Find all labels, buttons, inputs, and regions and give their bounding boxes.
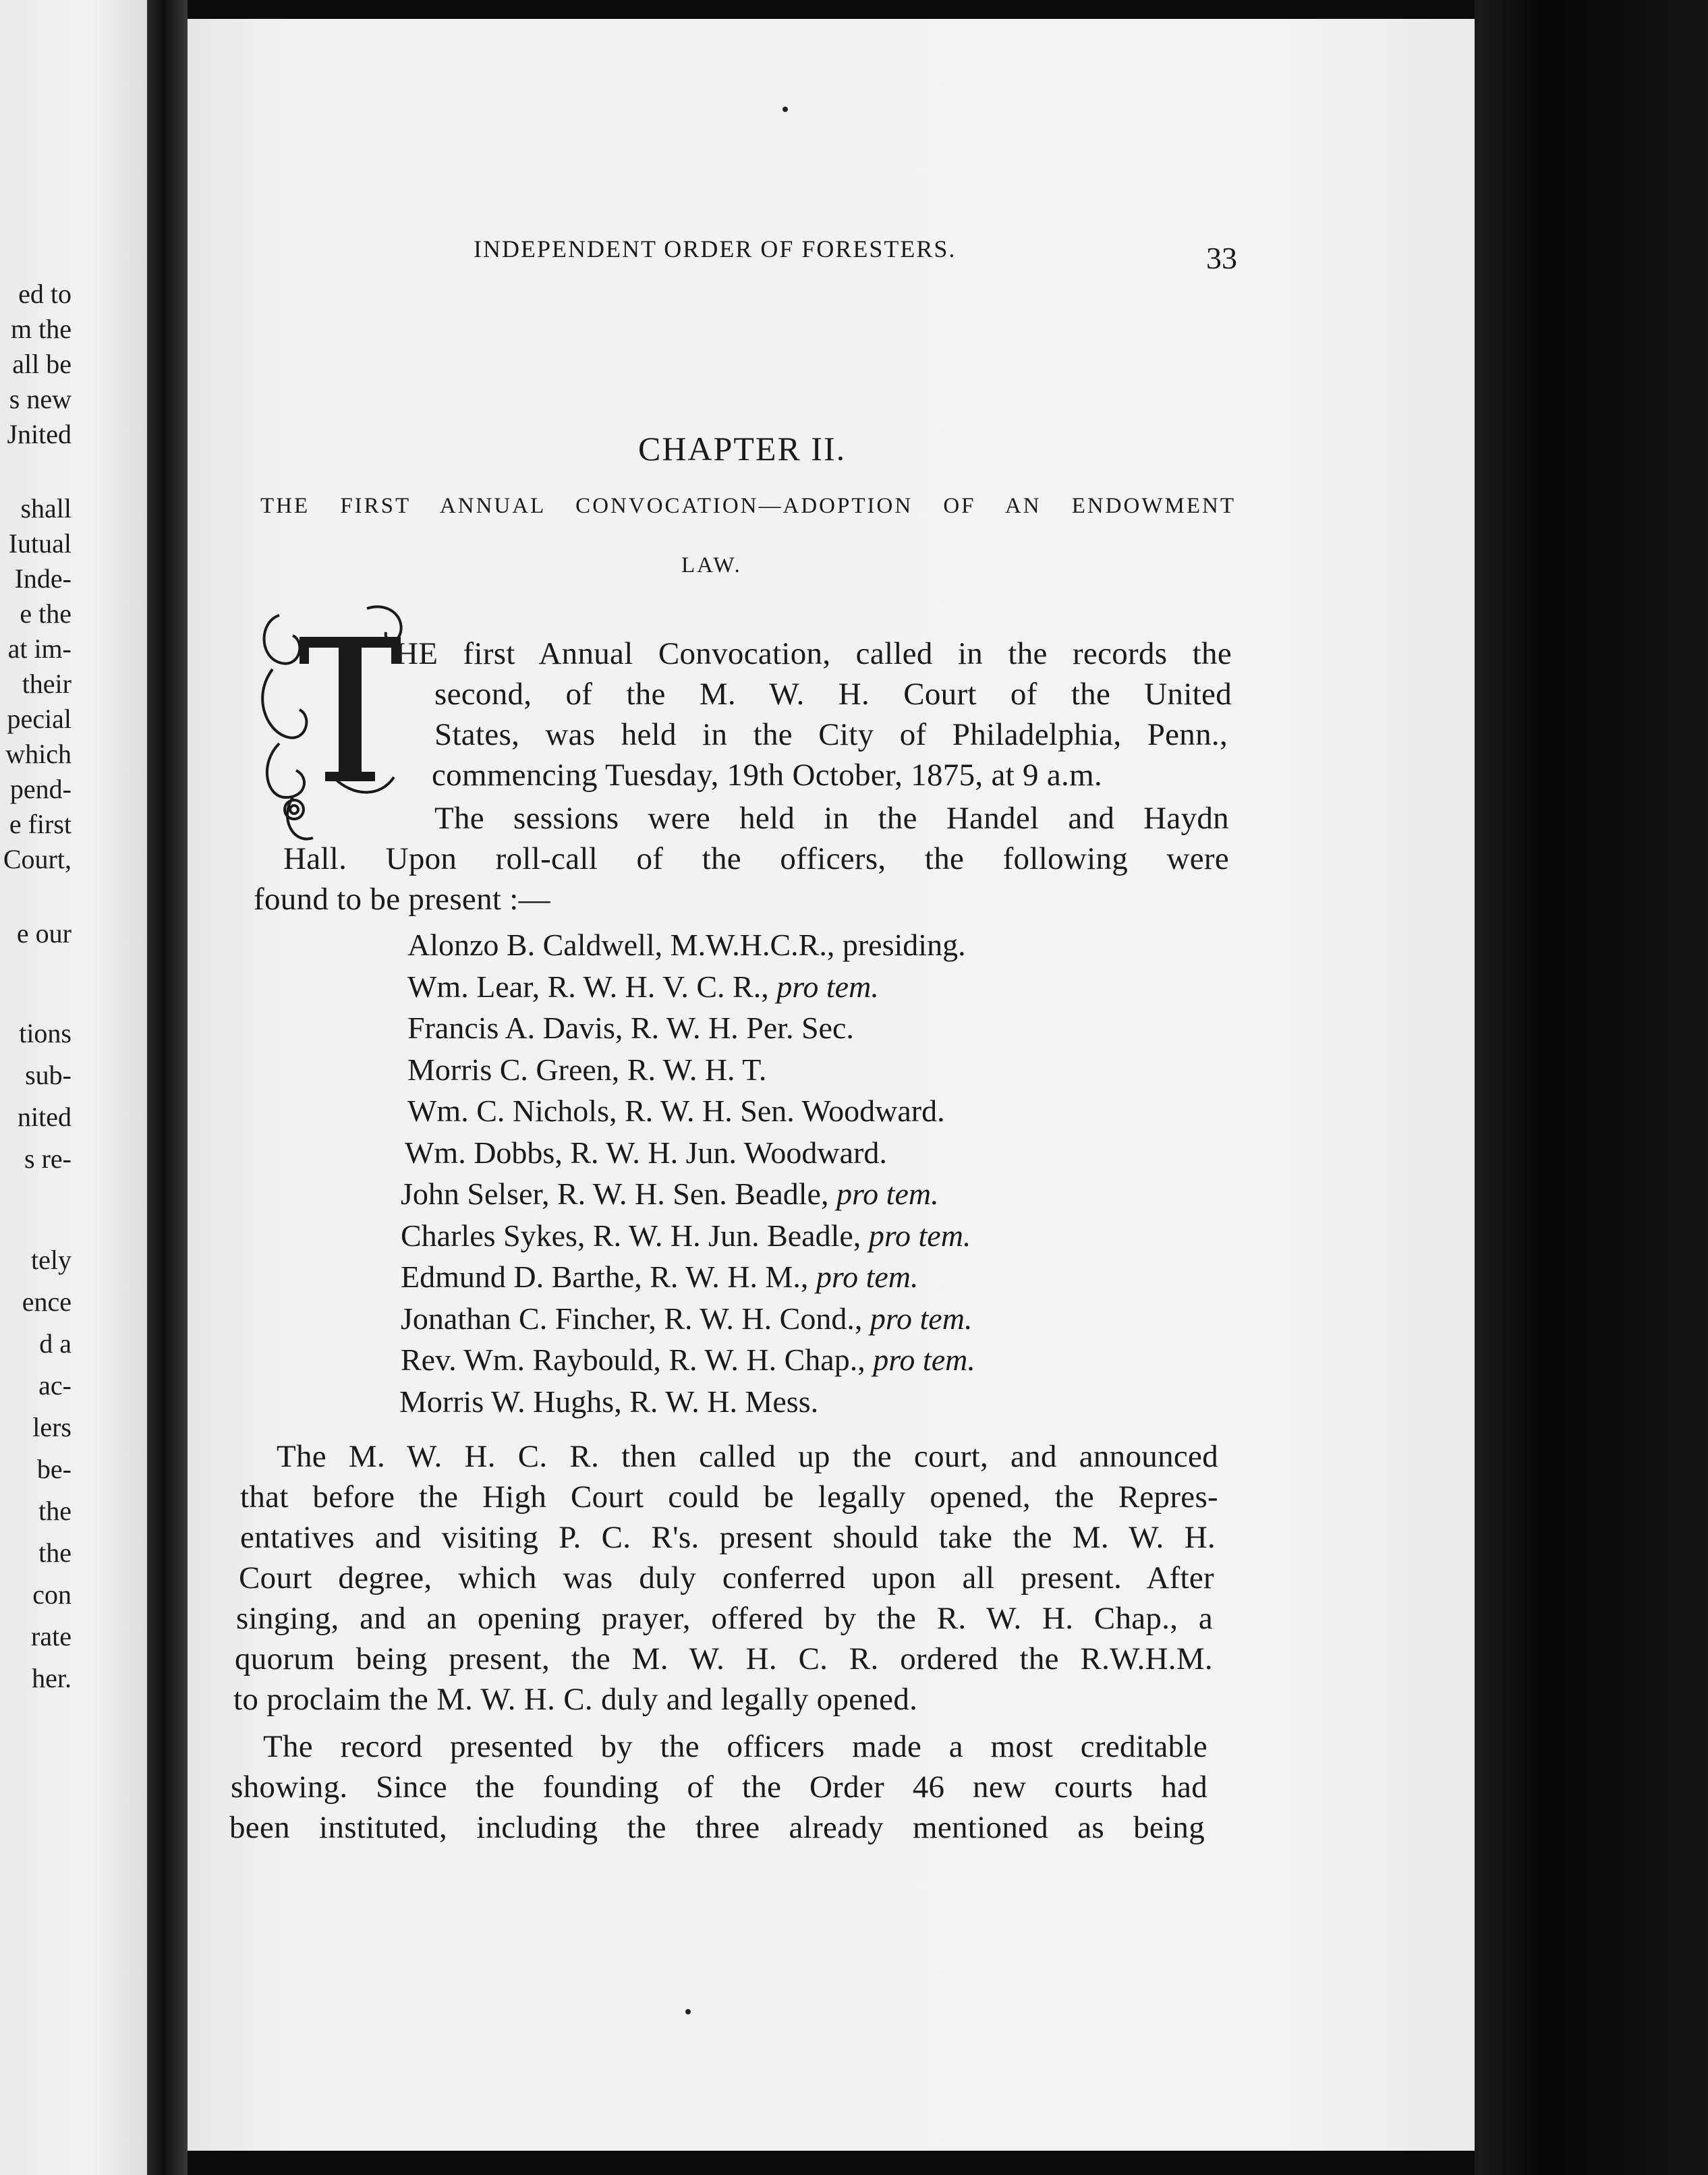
chapter-subtitle: THE FIRST ANNUAL CONVOCATION—ADOPTION OF AN ENDOWMENT: [260, 494, 1236, 518]
officer-office: R. W. H. Sen. Woodward.: [624, 1094, 945, 1128]
body-line: The sessions were held in the Handel and Haydn: [434, 801, 1229, 836]
body-line: The M. W. H. C. R. then called up the court, and announced: [277, 1439, 1218, 1474]
left-fragment: pecial: [7, 704, 72, 734]
officer-pro-tem: pro tem.: [776, 969, 879, 1004]
left-fragment: con: [32, 1579, 72, 1610]
officer-office: R. W. H. Chap.,: [668, 1343, 865, 1377]
page-number: 33: [1206, 241, 1237, 275]
officer-pro-tem: pro tem.: [873, 1343, 975, 1377]
page-edge-shadow: [1475, 0, 1708, 2175]
left-fragment: nited: [18, 1102, 72, 1132]
left-fragment: s re-: [24, 1143, 72, 1174]
left-fragment: e the: [20, 598, 72, 629]
book-gutter: [147, 0, 188, 2175]
body-line: Court degree, which was duly conferred upon all present. After: [239, 1560, 1214, 1595]
officer-office: R. W. H. Jun. Woodward.: [570, 1135, 887, 1170]
left-fragment: their: [22, 669, 72, 699]
officer-pro-tem: pro tem.: [816, 1260, 919, 1294]
left-fragment: shall: [20, 493, 72, 524]
left-fragment: ed to: [18, 279, 72, 309]
body-line: to proclaim the M. W. H. C. duly and legally opened.: [233, 1682, 918, 1717]
officer-entry: [407, 1054, 766, 1085]
left-fragment: sub-: [25, 1060, 72, 1090]
officer-entry: [401, 1262, 919, 1293]
body-line: that before the High Court could be legally opened, the Repres-: [240, 1479, 1218, 1515]
body-line: entatives and visiting P. C. R's. present should take the M. W. H.: [240, 1520, 1216, 1555]
chapter-title: CHAPTER II.: [638, 430, 847, 468]
officer-name: Morris W. Hughs,: [399, 1384, 622, 1419]
body-line: quorum being present, the M. W. H. C. R. ordered the R.W.H.M.: [235, 1641, 1213, 1676]
body-line: found to be present :—: [254, 882, 550, 917]
chapter-subtitle-continued: LAW.: [681, 553, 742, 577]
left-fragment: pend-: [9, 774, 72, 804]
left-fragment: her.: [32, 1663, 72, 1693]
officer-office: R. W. H. Per. Sec.: [630, 1011, 854, 1045]
left-fragment: tely: [31, 1245, 72, 1275]
left-fragment: rate: [31, 1621, 72, 1651]
officer-entry: [401, 1220, 971, 1251]
officer-entry: [399, 1386, 818, 1417]
running-head: INDEPENDENT ORDER OF FORESTERS.: [474, 235, 957, 262]
body-line: been instituted, including the three already mentioned as being: [229, 1810, 1205, 1845]
ornament-icon: [252, 595, 414, 851]
body-line: HE first Annual Convocation, called in the records the: [395, 636, 1232, 671]
officer-office: R. W. H. Cond.,: [664, 1301, 863, 1336]
left-fragment: Court,: [3, 844, 72, 874]
officer-entry: [401, 1303, 972, 1334]
left-fragment: all be: [12, 349, 72, 379]
body-line: singing, and an opening prayer, offered by the R. W. H. Chap., a: [236, 1601, 1213, 1636]
officer-office: R. W. H. V. C. R.,: [547, 969, 769, 1004]
officer-pro-tem: pro tem.: [870, 1301, 973, 1336]
body-line: Hall. Upon roll-call of the officers, the following were: [283, 841, 1229, 876]
officer-entry: [407, 971, 879, 1002]
left-fragment: Inde-: [14, 563, 72, 594]
officer-name: Morris C. Green,: [407, 1052, 620, 1087]
left-fragment: ence: [22, 1287, 72, 1317]
left-fragment: e our: [16, 918, 72, 949]
officer-entry: [407, 1096, 945, 1127]
officer-office: R. W. H. M.,: [650, 1260, 809, 1294]
officer-entry: [405, 1137, 887, 1168]
left-fragment: m the: [11, 314, 72, 344]
officer-office: R. W. H. Jun. Beadle,: [592, 1218, 861, 1253]
left-fragment: Iutual: [8, 528, 72, 559]
officer-entry: [401, 1179, 939, 1210]
left-fragment: be-: [36, 1454, 72, 1484]
left-fragment: which: [5, 739, 72, 769]
body-line: commencing Tuesday, 19th October, 1875, at 9 a.m.: [432, 758, 1103, 793]
officer-name: Francis A. Davis,: [407, 1011, 623, 1045]
officer-name: Jonathan C. Fincher,: [401, 1301, 656, 1336]
officer-entry: [407, 930, 966, 961]
left-fragment: the: [38, 1537, 72, 1568]
officer-office: M.W.H.C.R., presiding.: [670, 928, 966, 962]
body-line: States, was held in the City of Philadelphia, Penn.,: [434, 717, 1228, 752]
left-fragment: lers: [32, 1412, 72, 1442]
officer-entry: [407, 1013, 854, 1044]
officer-name: Charles Sykes,: [401, 1218, 586, 1253]
left-fragment: d a: [39, 1328, 72, 1359]
print-speck: [685, 2009, 691, 2014]
left-fragment: Jnited: [7, 419, 72, 449]
previous-page-fragment: [0, 0, 147, 2175]
decorated-initial: [252, 595, 414, 851]
officer-pro-tem: pro tem.: [868, 1218, 971, 1253]
officer-name: John Selser,: [401, 1177, 550, 1211]
officer-office: R. W. H. Sen. Beadle,: [557, 1177, 829, 1211]
left-fragment: ac-: [38, 1370, 72, 1401]
officer-name: Wm. Dobbs,: [405, 1135, 563, 1170]
officer-name: Wm. C. Nichols,: [407, 1094, 617, 1128]
body-line: showing. Since the founding of the Order 46 new courts had: [231, 1770, 1207, 1805]
officer-office: R. W. H. Mess.: [629, 1384, 819, 1419]
left-fragment: e first: [9, 809, 72, 839]
officer-name: Rev. Wm. Raybould,: [401, 1343, 661, 1377]
body-line: The record presented by the officers made a most creditable: [263, 1729, 1207, 1764]
left-fragment: the: [38, 1496, 72, 1526]
officer-name: Wm. Lear,: [407, 969, 540, 1004]
left-fragment: tions: [19, 1018, 72, 1048]
officer-entry: [401, 1345, 975, 1376]
officer-office: R. W. H. T.: [627, 1052, 767, 1087]
officer-name: Alonzo B. Caldwell,: [407, 928, 663, 962]
print-speck: [782, 107, 788, 112]
officer-pro-tem: pro tem.: [836, 1177, 939, 1211]
left-fragment: s new: [9, 384, 72, 414]
officer-name: Edmund D. Barthe,: [401, 1260, 642, 1294]
body-line: second, of the M. W. H. Court of the United: [434, 677, 1232, 712]
left-fragment: at im-: [7, 633, 72, 664]
